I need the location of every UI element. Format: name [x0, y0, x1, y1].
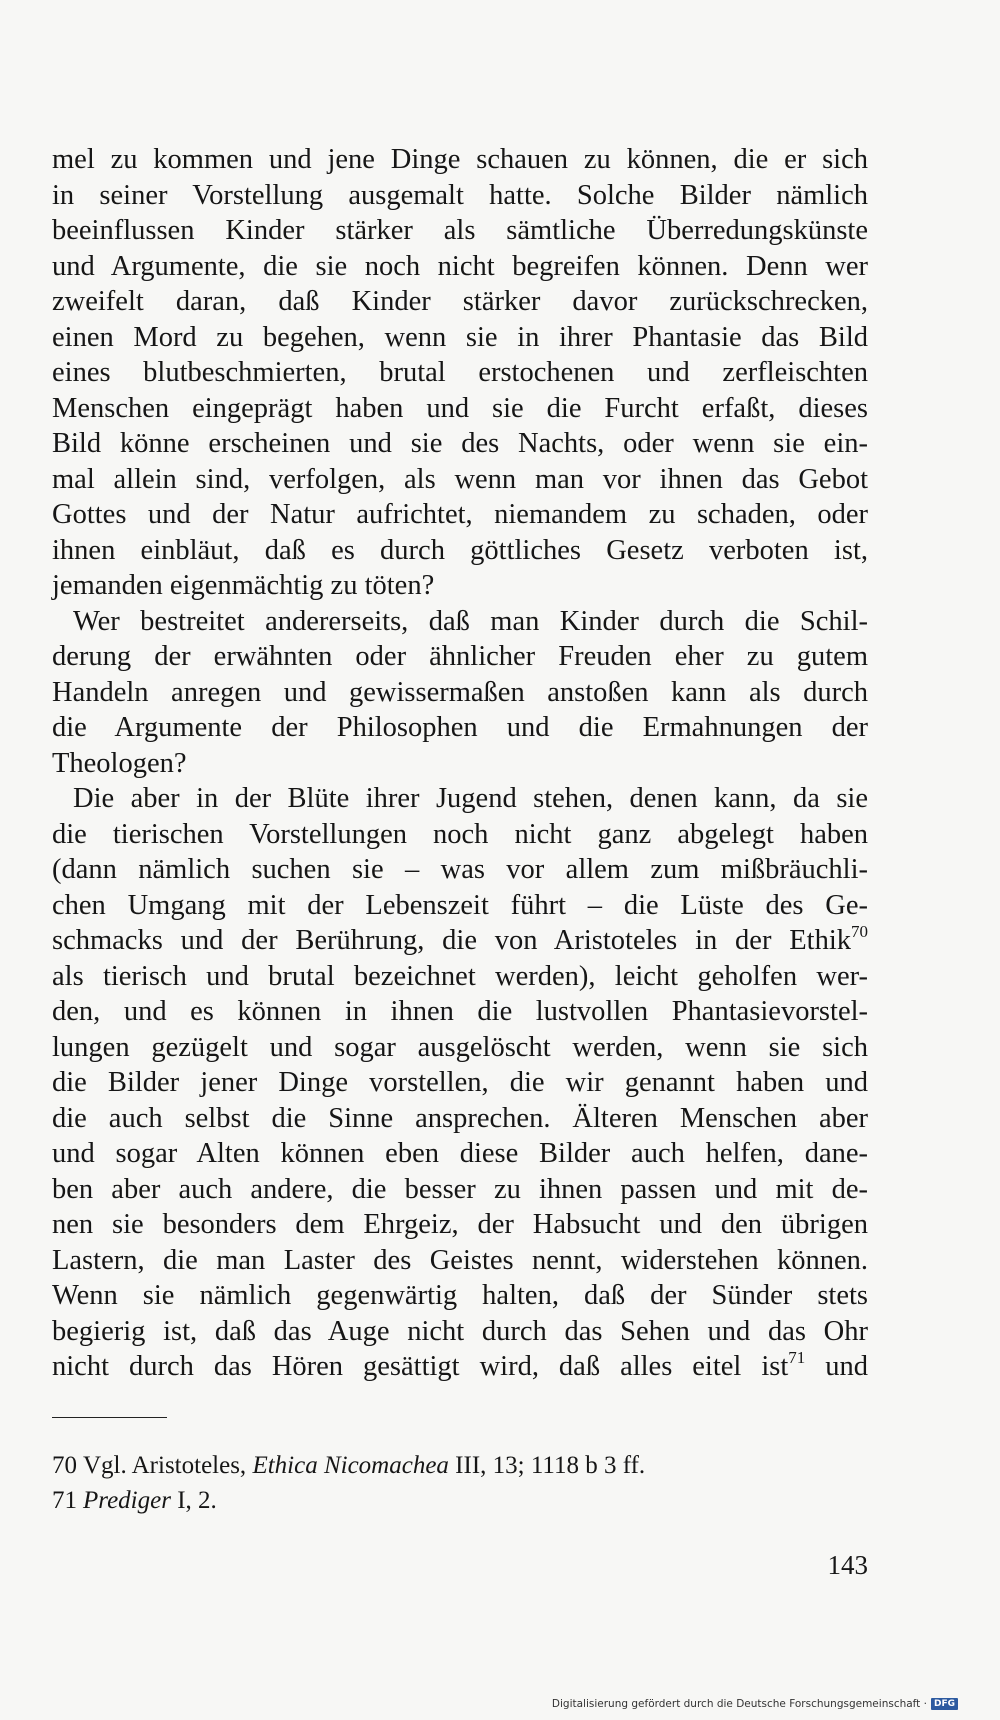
text-line — [52, 178, 868, 214]
text-line — [52, 888, 868, 924]
text-line — [52, 1314, 868, 1350]
line-text: und sogar Alten können eben diese Bilder auch helfen, dane- — [52, 1138, 868, 1169]
line-text-after: und — [805, 1351, 868, 1382]
footnote-number: 70 — [52, 1452, 77, 1479]
line-text: lungen gezügelt und sogar ausgelöscht werden, wenn sie sich — [52, 1031, 868, 1063]
body-text — [52, 142, 868, 1385]
line-text: Lastern, die man Laster des Geistes nennt, widerstehen können. — [52, 1244, 868, 1276]
footnote-separator — [52, 1417, 167, 1418]
line-text: mel zu kommen und jene Dinge schauen zu können, die er sich — [52, 144, 868, 175]
footnote — [52, 1483, 868, 1518]
line-text: chen Umgang mit der Lebenszeit führt – die Lüste des Ge- — [52, 889, 868, 921]
text-line — [52, 462, 868, 498]
line-text: Wenn sie nämlich gegenwärtig halten, daß der Sünder stets — [52, 1280, 868, 1311]
text-line — [52, 497, 868, 533]
text-line — [52, 1349, 868, 1385]
digitization-credit — [552, 1698, 958, 1710]
line-text: jemanden eigenmächtig zu töten? — [52, 570, 435, 601]
footnote-title: Prediger — [83, 1487, 171, 1514]
footnote-title: Ethica Nicomachea — [252, 1452, 449, 1479]
line-text: ihnen einbläut, daß es durch göttliches Gesetz verboten ist, — [52, 534, 868, 566]
line-text: (dann nämlich suchen sie – was vor allem zum mißbräuchli- — [52, 854, 868, 885]
footnote-number: 71 — [52, 1487, 77, 1514]
line-text: ben aber auch andere, die besser zu ihnen passen und mit de- — [52, 1173, 868, 1205]
text-line — [52, 1172, 868, 1208]
line-text: beeinflussen Kinder stärker als sämtliche Überredungskünste — [52, 215, 868, 246]
text-line — [52, 1136, 868, 1172]
line-text: Handeln anregen und gewissermaßen anstoßen kann als durch — [52, 676, 868, 708]
text-line — [52, 1278, 868, 1314]
footnote-reference: I, 2. — [170, 1487, 217, 1514]
line-text: als tierisch und brutal bezeichnet werden), leicht geholfen wer- — [52, 960, 868, 992]
text-line — [52, 959, 868, 995]
credit-text: Digitalisierung gefördert durch die Deutsche Forschungsgemeinschaft · — [551, 1698, 927, 1710]
footnote-reference: III, 13; 1118 b 3 ff. — [448, 1452, 646, 1479]
text-line — [52, 1101, 868, 1137]
text-line — [52, 213, 868, 249]
text-line — [52, 1030, 868, 1066]
text-line — [52, 710, 868, 746]
line-text: derung der erwähnten oder ähnlicher Freuden eher zu gutem — [52, 641, 868, 672]
text-line — [52, 817, 868, 853]
line-text: in seiner Vorstellung ausgemalt hatte. Solche Bilder nämlich — [52, 179, 868, 211]
footnote-text: Vgl. Aristoteles, — [83, 1452, 253, 1479]
text-line — [52, 142, 868, 178]
line-text: eines blutbeschmierten, brutal erstochenen und zerfleischten — [52, 357, 868, 388]
line-text: Gottes und der Natur aufrichtet, niemandem zu schaden, oder — [52, 499, 868, 530]
line-text: die Argumente der Philosophen und die Ermahnungen der — [52, 712, 868, 743]
line-text: den, und es können in ihnen die lustvollen Phantasievorstel- — [52, 996, 868, 1027]
line-text: zweifelt daran, daß Kinder stärker davor zurückschrecken, — [52, 286, 868, 317]
text-line — [52, 781, 868, 817]
page-number: 143 — [827, 1550, 868, 1580]
text-line — [52, 533, 868, 569]
text-line — [52, 320, 868, 356]
text-line — [52, 391, 868, 427]
text-line — [52, 426, 868, 462]
footnote-ref: 70 — [851, 922, 868, 941]
footnote-ref: 71 — [788, 1348, 806, 1367]
text-line — [52, 852, 868, 888]
text-line — [52, 746, 868, 782]
line-text: die auch selbst die Sinne ansprechen. Älteren Menschen aber — [52, 1102, 868, 1134]
footnotes — [52, 1448, 868, 1518]
text-line — [52, 284, 868, 320]
line-text: mal allein sind, verfolgen, als wenn man vor ihnen das Gebot — [52, 463, 868, 495]
text-line — [52, 675, 868, 711]
line-text: die tierischen Vorstellungen noch nicht ganz abgelegt haben — [52, 818, 868, 850]
line-text: Die aber in der Blüte ihrer Jugend stehen, denen kann, da sie — [73, 783, 868, 814]
text-line — [52, 1207, 868, 1243]
line-text: nen sie besonders dem Ehrgeiz, der Habsucht und den übrigen — [52, 1209, 868, 1240]
line-text: einen Mord zu begehen, wenn sie in ihrer Phantasie das Bild — [52, 321, 868, 353]
text-line — [52, 604, 868, 640]
footnote — [52, 1448, 868, 1483]
text-line — [52, 994, 868, 1030]
text-line — [52, 249, 868, 285]
text-line — [52, 355, 868, 391]
text-line — [52, 639, 868, 675]
text-line — [52, 568, 868, 604]
dfg-logo: DFG — [931, 1698, 958, 1710]
text-line — [52, 923, 868, 959]
text-line — [52, 1065, 868, 1101]
line-text: Wer bestreitet andererseits, daß man Kinder durch die Schil- — [73, 605, 868, 637]
line-text: Menschen eingeprägt haben und sie die Furcht erfaßt, dieses — [52, 392, 868, 424]
text-line — [52, 1243, 868, 1279]
line-text: und Argumente, die sie noch nicht begreifen können. Denn wer — [52, 250, 868, 282]
line-text: schmacks und der Berührung, die von Aristoteles in der Ethik — [52, 925, 851, 956]
line-text: Theologen? — [52, 747, 187, 779]
line-text: die Bilder jener Dinge vorstellen, die wir genannt haben und — [52, 1067, 868, 1098]
line-text: nicht durch das Hören gesättigt wird, daß alles eitel ist — [52, 1351, 789, 1382]
line-text: Bild könne erscheinen und sie des Nachts, oder wenn sie ein- — [52, 428, 868, 459]
line-text: begierig ist, daß das Auge nicht durch das Sehen und das Ohr — [52, 1315, 868, 1347]
